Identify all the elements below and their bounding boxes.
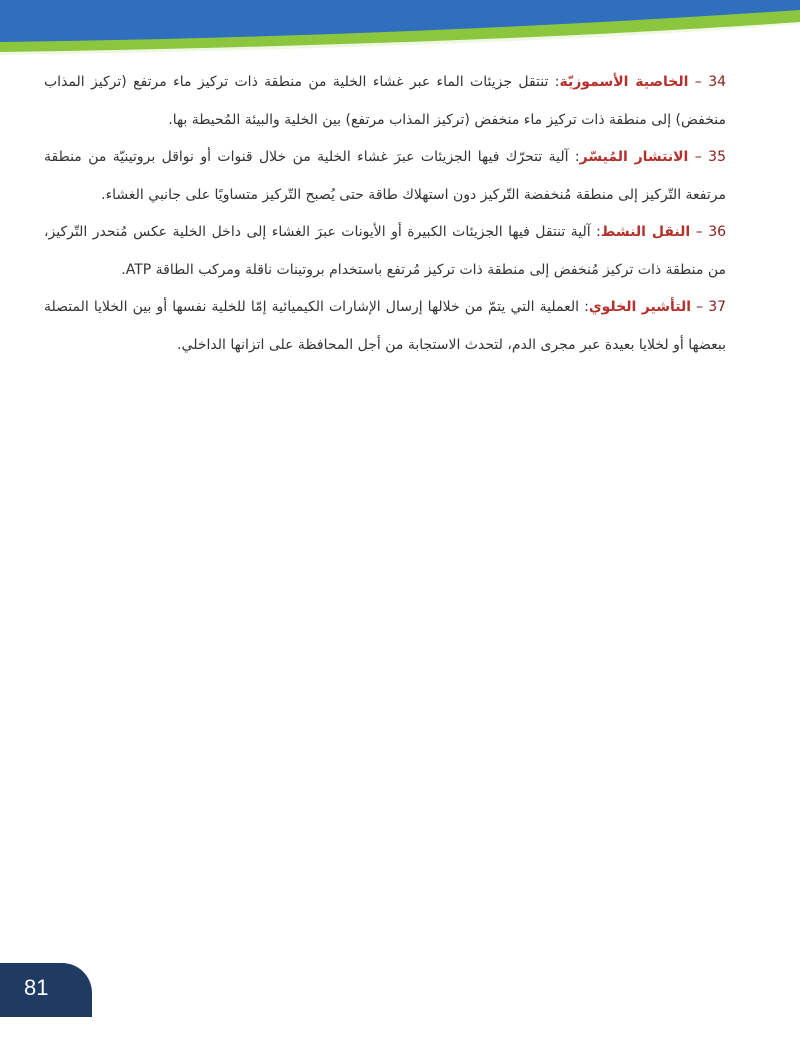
entry-number: 37: [708, 299, 727, 315]
entry-term: الخاصية الأسموزيّة: [559, 74, 689, 90]
entry-number: 34: [708, 74, 727, 90]
page-number-tab: [0, 963, 92, 1017]
glossary-entry: 36 – النقل النشط: آلية تنتقل فيها الجزيئات الكبيرة أو الأيونات عبرَ الغشاء إلى داخل الخلية عكس مُنحدر التّركيز، من منطقة ذات تركيز مُنخفض إلى منطقة ذات تركيز مُرتفع باستخدام بروتينات ناقلة ومركب الطاقة ATP.: [44, 224, 727, 278]
entry-definition: تنتقل جزيئات الماء عبر غشاء الخلية من منطقة ذات تركيز ماء مرتفع (تركيز المذاب منخفض) إلى منطقة ذات تركيز ماء منخفض (تركيز المذاب مرتفع) بين الخلية والبيئة المُحيطة بها.: [44, 74, 726, 128]
header-banner: [0, 0, 800, 60]
glossary-entry: 35 – الانتشار المُيسّر: آلية تتحرّك فيها الجزيئات عبرَ غشاء الخلية من خلال قنوات أو نواقل بروتينيّة من منطقة مرتفعة التّركيز إلى منطقة مُنخفضة التّركيز دون استهلاك طاقة حتى يُصبح التّركيز متساويًا على جانبي الغشاء.: [44, 149, 726, 203]
glossary-entry: 37 – التأشير الخلوي: العملية التي يتمّ من خلالها إرسال الإشارات الكيميائية إمّا للخلية نفسها أو بين الخلايا المتصلة ببعضها أو لخلايا بعيدة عبر مجرى الدم، لتحدث الاستجابة من أجل المحافظة على اتزانها الداخلي.: [44, 299, 727, 353]
entry-definition: آلية تتحرّك فيها الجزيئات عبرَ غشاء الخلية من خلال قنوات أو نواقل بروتينيّة من منطقة مرتفعة التّركيز إلى منطقة مُنخفضة التّركيز دون استهلاك طاقة حتى يُصبح التّركيز متساويًا على جانبي الغشاء.: [44, 149, 726, 203]
entry-term: الانتشار المُيسّر: [579, 149, 689, 165]
entry-number: 35: [708, 149, 726, 165]
entry-definition: العملية التي يتمّ من خلالها إرسال الإشارات الكيميائية إمّا للخلية نفسها أو بين الخلايا المتصلة ببعضها أو لخلايا بعيدة عبر مجرى الدم، لتحدث الاستجابة من أجل المحافظة على اتزانها الداخلي.: [44, 299, 726, 353]
glossary-entry: 34 – الخاصية الأسموزيّة: تنتقل جزيئات الماء عبر غشاء الخلية من منطقة ذات تركيز ماء مرتفع (تركيز المذاب منخفض) إلى منطقة ذات تركيز ماء منخفض (تركيز المذاب مرتفع) بين الخلية والبيئة المُحيطة بها.: [44, 74, 727, 128]
entry-definition: آلية تنتقل فيها الجزيئات الكبيرة أو الأيونات عبرَ الغشاء إلى داخل الخلية عكس مُنحدر التّركيز، من منطقة ذات تركيز مُنخفض إلى منطقة ذات تركيز مُرتفع باستخدام بروتينات ناقلة ومركب الطاقة ATP.: [44, 224, 726, 278]
entry-number: 36: [708, 224, 727, 240]
entry-term: النقل النشط: [600, 224, 691, 240]
glossary-list: [44, 64, 726, 364]
entry-term: التأشير الخلوي: [588, 299, 692, 315]
page-number: 81: [24, 975, 49, 1000]
